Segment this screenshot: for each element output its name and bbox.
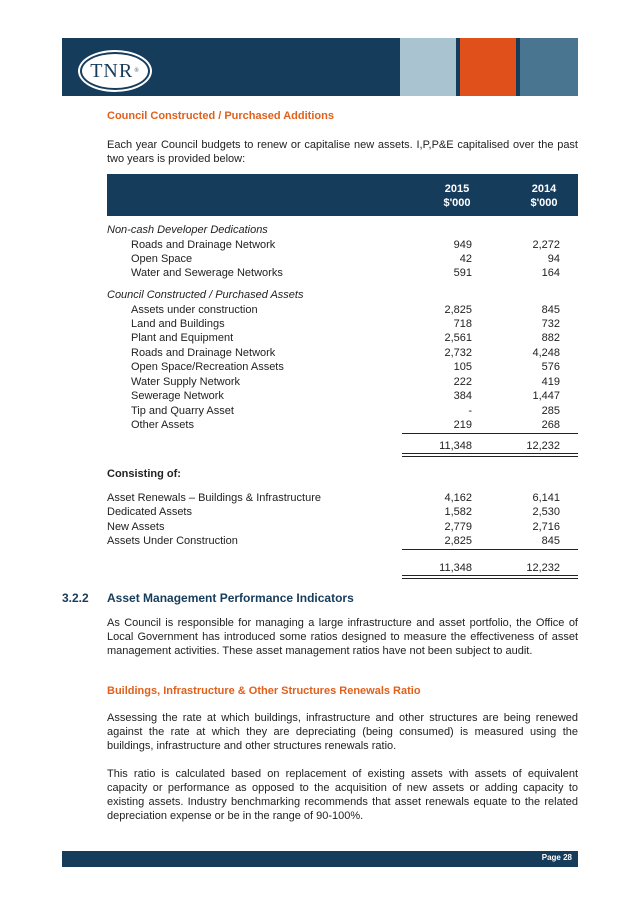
- section-heading-additions: Council Constructed / Purchased Additions: [107, 110, 334, 122]
- subtotal-rule: [402, 433, 578, 434]
- table-header: [107, 174, 578, 216]
- section-title: Asset Management Performance Indicators: [107, 591, 354, 605]
- total-double-rule: [402, 575, 578, 579]
- table-row: Water Supply Network 222 419: [131, 376, 560, 388]
- table-row: Dedicated Assets 1,582 2,530: [107, 506, 560, 518]
- table-row: Asset Renewals – Buildings & Infrastructure 4,162 6,141: [107, 492, 560, 504]
- column-header-2014: 2014 $'000: [530, 183, 558, 209]
- renewals-paragraph-1: Assessing the rate at which buildings, infrastructure and other structures are being renewed against the rate at which they are depreciating (being consumed) is measured using the buildings, infrastructure and other structures renewals ratio.: [107, 712, 578, 752]
- tnr-logo: TNR ®: [80, 52, 150, 90]
- table-row: Roads and Drainage Network 949 2,272: [131, 239, 560, 251]
- total-row: 11,348 12,232: [439, 440, 560, 452]
- group-label-developer-dedications: Non-cash Developer Dedications: [107, 224, 268, 236]
- total-row: 11,348 12,232: [439, 562, 560, 574]
- group-label-council-constructed: Council Constructed / Purchased Assets: [107, 289, 304, 301]
- header-block-light-blue: [400, 38, 456, 96]
- renewals-ratio-heading: Buildings, Infrastructure & Other Structures Renewals Ratio: [107, 685, 421, 697]
- consisting-of-label: Consisting of:: [107, 468, 181, 480]
- total-double-rule: [402, 453, 578, 457]
- intro-paragraph: Each year Council budgets to renew or capitalise new assets. I,P,P&E capitalised over the past two years is provided below:: [107, 139, 578, 165]
- table-row: Land and Buildings 718 732: [131, 318, 560, 330]
- header-block-steel-blue: [520, 38, 578, 96]
- column-header-2015: 2015 $'000: [443, 183, 471, 209]
- footer-bar: [62, 851, 578, 867]
- subtotal-rule: [402, 549, 578, 550]
- table-row: Other Assets 219 268: [131, 419, 560, 431]
- table-row: Plant and Equipment 2,561 882: [131, 332, 560, 344]
- table-row: Assets under construction 2,825 845: [131, 304, 560, 316]
- table-row: Roads and Drainage Network 2,732 4,248: [131, 347, 560, 359]
- renewals-paragraph-2: This ratio is calculated based on replacement of existing assets with assets of equivalent capacity or performance as opposed to the acquisition of new assets or adding capacity to existing assets. Industry benchmarking recommends that asset renewals equate to the related depreciation expense or be in the range of 90-100%.: [107, 768, 578, 822]
- section-number: 3.2.2: [62, 591, 89, 605]
- table-row: Tip and Quarry Asset - 285: [131, 405, 560, 417]
- table-row: Assets Under Construction 2,825 845: [107, 535, 560, 547]
- page-number: Page 28: [541, 853, 572, 862]
- header-block-orange: [460, 38, 516, 96]
- table-row: New Assets 2,779 2,716: [107, 521, 560, 533]
- table-row: Open Space/Recreation Assets 105 576: [131, 361, 560, 373]
- performance-paragraph: As Council is responsible for managing a large infrastructure and asset portfolio, the Office of Local Government has introduced some ratios designed to measure the effectiveness of asset management activities. These asset management ratios have not been subject to audit.: [107, 617, 578, 657]
- table-row: Open Space 42 94: [131, 253, 560, 265]
- table-row: Water and Sewerage Networks 591 164: [131, 267, 560, 279]
- table-row: Sewerage Network 384 1,447: [131, 390, 560, 402]
